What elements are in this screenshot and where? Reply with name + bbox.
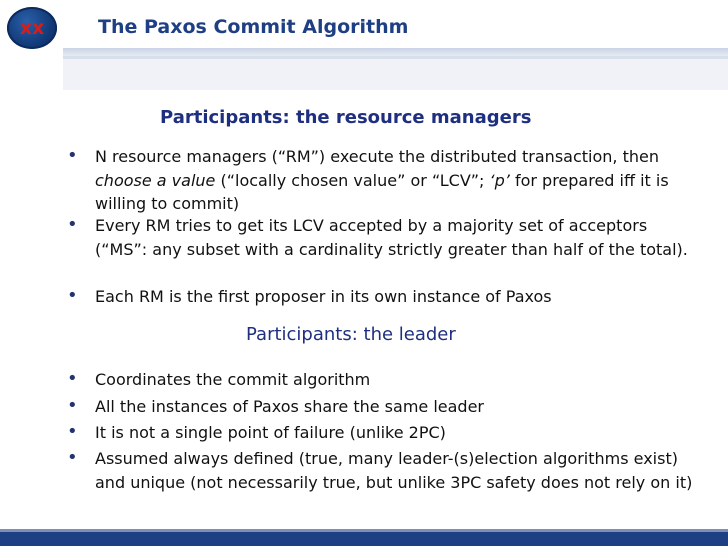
bullet-dot: •	[67, 285, 78, 306]
bullet-text-part: for prepared iff it is willing to commit)	[95, 170, 669, 213]
bullet-dot: •	[67, 395, 78, 416]
bullet-text-part: (“locally chosen value” or “LCV”;	[215, 170, 490, 190]
slide-title: The Paxos Commit Algorithm	[98, 16, 409, 38]
bullet-text: Coordinates the commit algorithm	[95, 370, 371, 389]
bullet-dot: •	[67, 447, 78, 468]
bullet-text-emphasis: ‘p’	[489, 170, 510, 190]
bullet-dot: •	[67, 368, 78, 389]
bullet-text: Each RM is the first proposer in its own instance of Paxos	[95, 287, 552, 306]
bullet-text: It is not a single point of failure (unlike 2PC)	[95, 423, 446, 442]
logo: xx	[7, 7, 57, 49]
bullet-text: Every RM tries to get its LCV accepted by a majority set of acceptors (“MS”: any subset with a cardinality strictly greater than half of the total).	[95, 216, 688, 259]
section-heading-resource-managers: Participants: the resource managers	[160, 107, 532, 128]
bullet-dot: •	[67, 145, 78, 166]
bullet-text-emphasis: choose a value	[95, 170, 216, 190]
section-heading-leader: Participants: the leader	[246, 324, 456, 345]
bullet-text: Assumed always defined (true, many leader-(s)election algorithms exist) and unique (not necessarily true, but unlike 3PC safety does not rely on it)	[95, 449, 693, 492]
footer-bar	[0, 532, 728, 546]
bullet-dot: •	[67, 214, 78, 235]
bullet-text	[95, 145, 695, 216]
bullet-text-part: N resource managers (“RM”) execute the distributed transaction, then	[95, 147, 659, 166]
bullet-text: All the instances of Paxos share the same leader	[95, 397, 485, 416]
bullet-dot: •	[67, 421, 78, 442]
